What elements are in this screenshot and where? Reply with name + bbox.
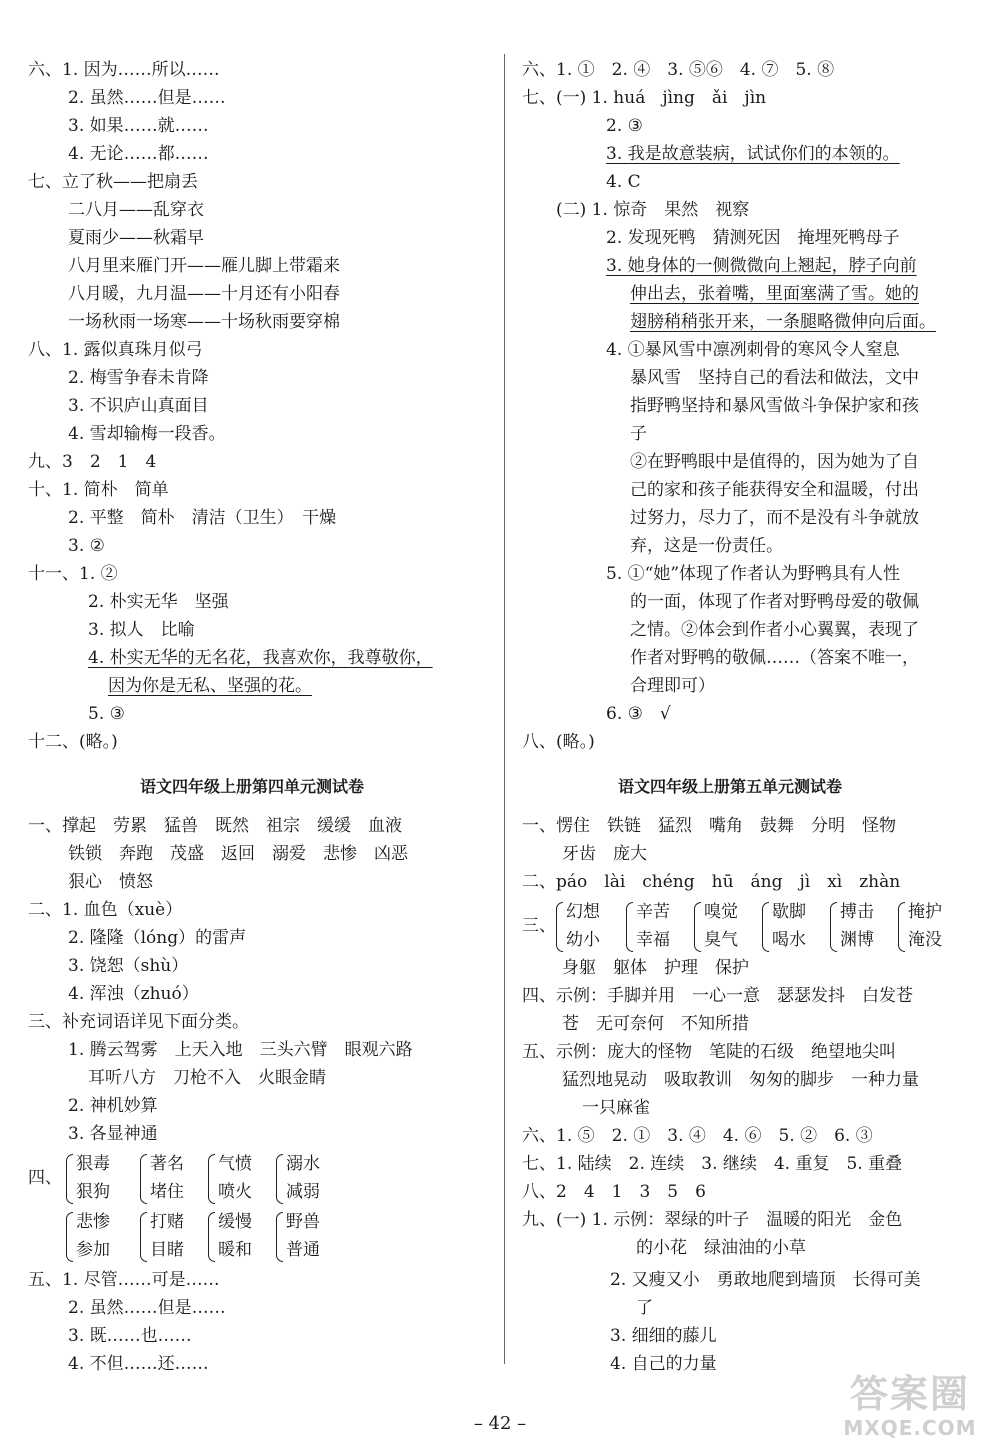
question-label: 三、 <box>522 916 556 936</box>
answer-line: 指野鸭坚持和暴风雪做斗争保护家和孩 <box>630 396 919 416</box>
answer-line: 伸出去，张着嘴，里面塞满了雪。她的 <box>630 284 919 304</box>
word-pair-bottom: 目睹 <box>150 1240 184 1260</box>
answer-line: 2. 隆隆（lóng）的雷声 <box>68 928 247 948</box>
word-pair-bottom: 渊博 <box>840 930 874 950</box>
word-pair-bottom: 堵住 <box>150 1182 184 1202</box>
answer-line: 五、1. 尽管……可是…… <box>28 1270 220 1290</box>
answer-line: 2. ③ <box>606 116 643 136</box>
word-pair-top: 野兽 <box>286 1212 320 1232</box>
answer-line: 4. 浑浊（zhuó） <box>68 984 199 1004</box>
answer-line: 合理即可） <box>630 676 715 696</box>
word-pair-bottom: 喷火 <box>218 1182 252 1202</box>
answer-line: 牙齿 庞大 <box>562 844 647 864</box>
word-pair-bottom: 喝水 <box>772 930 806 950</box>
brace-mark <box>140 1154 147 1204</box>
answer-line: 1. 腾云驾雾 上天入地 三头六臂 眼观六路 <box>68 1040 413 1060</box>
brace-mark <box>556 902 563 952</box>
brace-mark <box>208 1154 215 1204</box>
word-pair-bottom: 臭气 <box>704 930 738 950</box>
answer-line: 狠心 愤怒 <box>68 872 153 892</box>
brace-mark <box>140 1212 147 1262</box>
answer-line: 八、(略。) <box>522 732 595 752</box>
watermark-url: MXQE.COM <box>843 1416 977 1440</box>
answer-line: 子 <box>630 424 647 444</box>
brace-mark <box>208 1212 215 1262</box>
answer-line: (二) 1. 惊奇 果然 视察 <box>556 200 750 220</box>
answer-line: 二、páo lài chéng hū áng jì xì zhàn <box>522 872 901 892</box>
answer-line: 翅膀稍稍张开来，一条腿略微伸向后面。 <box>630 312 936 332</box>
word-pair-bottom: 减弱 <box>286 1182 320 1202</box>
answer-line: 2. 发现死鸭 猜测死因 掩埋死鸭母子 <box>606 228 900 248</box>
page-number: – 42 – <box>473 1413 527 1434</box>
brace-mark <box>762 902 769 952</box>
answer-line: 4. 无论……都…… <box>68 144 209 164</box>
question-label: 四、 <box>28 1168 62 1188</box>
answer-line: 十一、1. ② <box>28 564 118 584</box>
answer-line: 十、1. 简朴 简单 <box>28 480 169 500</box>
answer-line: 一场秋雨一场寒——十场秋雨要穿棉 <box>68 312 340 332</box>
answer-line: 4. 自己的力量 <box>610 1354 717 1374</box>
answer-line: 七、1. 陆续 2. 连续 3. 继续 4. 重复 5. 重叠 <box>522 1154 903 1174</box>
answer-line: 一、愣住 铁链 猛烈 嘴角 鼓舞 分明 怪物 <box>522 816 896 836</box>
answer-line: 猛烈地晃动 吸取教训 匆匆的脚步 一种力量 <box>562 1070 919 1090</box>
answer-line: 二、1. 血色（xuè） <box>28 900 183 920</box>
answer-line: 六、1. ① 2. ④ 3. ⑤⑥ 4. ⑦ 5. ⑧ <box>522 60 835 80</box>
word-pair-top: 气愤 <box>218 1154 252 1174</box>
brace-mark <box>830 902 837 952</box>
answer-line: 九、3 2 1 4 <box>28 452 157 472</box>
answer-line: 七、立了秋——把扇丢 <box>28 172 198 192</box>
brace-mark <box>898 902 905 952</box>
section-title: 语文四年级上册第五单元测试卷 <box>618 777 843 796</box>
answer-line: 九、(一) 1. 示例：翠绿的叶子 温暖的阳光 金色 <box>522 1210 903 1230</box>
brace-mark <box>694 902 701 952</box>
answer-line: 暴风雪 坚持自己的看法和做法，文中 <box>630 368 919 388</box>
word-pair-top: 缓慢 <box>218 1212 252 1232</box>
answer-line: ②在野鸭眼中是值得的，因为她为了自 <box>630 452 919 472</box>
answer-line: 弃，这是一份责任。 <box>630 536 783 556</box>
answer-line: 3. 细细的藤儿 <box>610 1326 717 1346</box>
answer-line: 苍 无可奈何 不知所措 <box>562 1014 749 1034</box>
answer-line: 的一面，体现了作者对野鸭母爱的敬佩 <box>630 592 919 612</box>
section-title: 语文四年级上册第四单元测试卷 <box>140 777 365 796</box>
answer-line: 耳听八方 刀枪不入 火眼金睛 <box>88 1068 326 1088</box>
answer-line: 八、2 4 1 3 5 6 <box>522 1182 706 1202</box>
brace-mark <box>276 1212 283 1262</box>
word-pair-bottom: 狠狗 <box>76 1182 110 1202</box>
answer-line: 5. ①“她”体现了作者认为野鸭具有人性 <box>606 564 901 584</box>
word-pair-top: 嗅觉 <box>704 902 738 922</box>
answer-line: 2. 又瘦又小 勇敢地爬到墙顶 长得可美 <box>610 1270 921 1290</box>
word-pair-top: 辛苦 <box>636 902 670 922</box>
word-pair-bottom: 幼小 <box>566 930 600 950</box>
answer-line: 身躯 躯体 护理 保护 <box>562 958 749 978</box>
word-pair-top: 悲惨 <box>76 1212 110 1232</box>
answer-line: 八月暖，九月温——十月还有小阳春 <box>68 284 340 304</box>
answer-line: 夏雨少——秋霜早 <box>68 228 204 248</box>
word-pair-bottom: 普通 <box>286 1240 320 1260</box>
answer-line: 三、补充词语详见下面分类。 <box>28 1012 249 1032</box>
answer-line: 四、示例：手脚并用 一心一意 瑟瑟发抖 白发苍 <box>522 986 913 1006</box>
answer-line: 七、(一) 1. huá jìng ǎi jìn <box>522 88 767 108</box>
answer-line: 2. 梅雪争春未肯降 <box>68 368 209 388</box>
answer-line: 3. 既……也…… <box>68 1326 192 1346</box>
answer-line: 2. 神机妙算 <box>68 1096 158 1116</box>
word-pair-top: 幻想 <box>566 902 600 922</box>
answer-line: 之情。②体会到作者小心翼翼，表现了 <box>630 620 919 640</box>
brace-mark <box>66 1154 73 1204</box>
answer-line: 六、1. 因为……所以…… <box>28 60 220 80</box>
word-pair-bottom: 参加 <box>76 1240 110 1260</box>
answer-line: 二八月——乱穿衣 <box>68 200 204 220</box>
answer-line: 己的家和孩子能获得安全和温暖，付出 <box>630 480 919 500</box>
word-pair-top: 狠毒 <box>76 1154 110 1174</box>
answer-line: 五、示例：庞大的怪物 笔陡的石级 绝望地尖叫 <box>522 1042 896 1062</box>
answer-line: 2. 虽然……但是…… <box>68 88 226 108</box>
word-pair-top: 歇脚 <box>772 902 806 922</box>
answer-line: 2. 虽然……但是…… <box>68 1298 226 1318</box>
watermark-text: 答案圈 <box>849 1372 970 1416</box>
word-pair-top: 搏击 <box>840 902 874 922</box>
answer-line: 4. 朴实无华的无名花，我喜欢你，我尊敬你， <box>88 648 433 668</box>
word-pair-bottom: 幸福 <box>636 930 670 950</box>
answer-line: 铁锁 奔跑 茂盛 返回 溺爱 悲惨 凶恶 <box>68 844 408 864</box>
answer-line: 八月里来雁门开——雁儿脚上带霜来 <box>68 256 340 276</box>
answer-line: 4. C <box>606 172 641 192</box>
answer-line: 5. ③ <box>88 704 125 724</box>
answer-line: 3. 她身体的一侧微微向上翘起，脖子向前 <box>606 256 917 276</box>
answer-line: 4. 不但……还…… <box>68 1354 209 1374</box>
answer-line: 过努力，尽力了，而不是没有斗争就放 <box>630 508 919 528</box>
answer-line: 4. 雪却输梅一段香。 <box>68 424 226 444</box>
word-pair-top: 掩护 <box>908 902 942 922</box>
answer-line: 4. ①暴风雪中凛冽刺骨的寒风令人窒息 <box>606 340 900 360</box>
answer-line: 六、1. ⑤ 2. ① 3. ④ 4. ⑥ 5. ② 6. ③ <box>522 1126 873 1146</box>
word-pair-top: 著名 <box>150 1154 184 1174</box>
brace-mark <box>276 1154 283 1204</box>
answer-line: 十二、(略。) <box>28 732 118 752</box>
brace-mark <box>66 1212 73 1262</box>
answer-line: 一、撑起 劳累 猛兽 既然 祖宗 缓缓 血液 <box>28 816 402 836</box>
answer-line: 作者对野鸭的敬佩……（答案不唯一， <box>630 648 919 668</box>
word-pair-top: 溺水 <box>286 1154 320 1174</box>
word-pair-bottom: 暖和 <box>218 1240 252 1260</box>
answer-line: 3. 我是故意装病，试试你们的本领的。 <box>606 144 900 164</box>
answer-line: 一只麻雀 <box>582 1098 650 1118</box>
answer-line: 3. ② <box>68 536 105 556</box>
word-pair-bottom: 淹没 <box>908 930 942 950</box>
word-pair-top: 打赌 <box>150 1212 184 1232</box>
answer-line: 3. 不识庐山真面目 <box>68 396 209 416</box>
watermark-logo <box>830 1372 990 1446</box>
answer-line: 3. 各显神通 <box>68 1124 158 1144</box>
answer-line: 6. ③ √ <box>606 704 671 724</box>
answer-line: 3. 拟人 比喻 <box>88 620 195 640</box>
answer-line: 2. 朴实无华 坚强 <box>88 592 229 612</box>
answer-line: 了 <box>636 1298 653 1318</box>
answer-line: 3. 饶恕（shù） <box>68 956 189 976</box>
answer-line: 3. 如果……就…… <box>68 116 209 136</box>
answer-line: 的小花 绿油油的小草 <box>636 1238 806 1258</box>
answer-line: 因为你是无私、坚强的花。 <box>108 676 312 696</box>
brace-mark <box>626 902 633 952</box>
answer-line: 2. 平整 简朴 清洁（卫生） 干燥 <box>68 508 337 528</box>
answer-line: 八、1. 露似真珠月似弓 <box>28 340 203 360</box>
column-divider <box>504 54 505 1364</box>
